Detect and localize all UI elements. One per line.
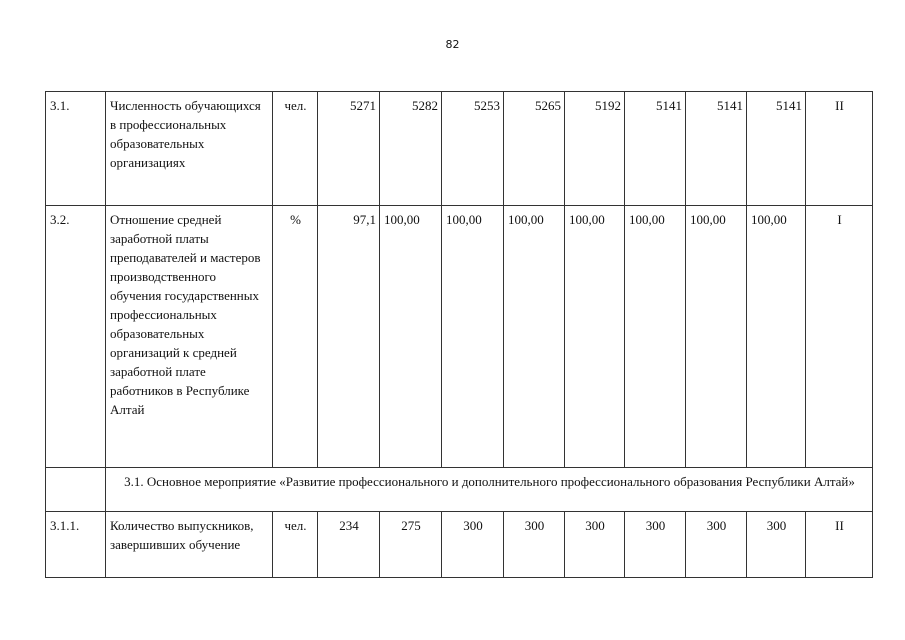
- table-row: [46, 512, 873, 578]
- row-number: 3.1.1.: [46, 512, 106, 578]
- indicator-name: Количество выпускников, завершивших обучение: [106, 512, 273, 578]
- value-cell: 100,00: [747, 206, 806, 468]
- row-number: 3.1.: [46, 92, 106, 206]
- value-cell: 275: [380, 512, 442, 578]
- row-number: 3.2.: [46, 206, 106, 468]
- section-empty-cell: [46, 468, 106, 512]
- unit-cell: %: [273, 206, 318, 468]
- value-cell: 300: [747, 512, 806, 578]
- value-cell: 100,00: [565, 206, 625, 468]
- value-cell: 5141: [747, 92, 806, 206]
- value-cell: 300: [504, 512, 565, 578]
- section-title: 3.1. Основное мероприятие «Развитие профессионального и дополнительного профессионального образования Республики Алтай»: [106, 468, 873, 512]
- page-number: 82: [445, 38, 460, 51]
- unit-cell: чел.: [273, 92, 318, 206]
- value-cell: 97,1: [318, 206, 380, 468]
- category-cell: II: [806, 92, 873, 206]
- indicator-name: Отношение средней заработной платы преподавателей и мастеров производственного обучения государственных профессиональных образовательных организаций к средней заработной плате работников в Республике Алтай: [106, 206, 273, 468]
- value-cell: 100,00: [504, 206, 565, 468]
- unit-cell: чел.: [273, 512, 318, 578]
- indicators-table: [45, 91, 873, 578]
- value-cell: 100,00: [380, 206, 442, 468]
- indicator-name: Численность обучающихся в профессиональных образовательных организациях: [106, 92, 273, 206]
- table-row: [46, 92, 873, 206]
- value-cell: 5141: [625, 92, 686, 206]
- category-cell: II: [806, 512, 873, 578]
- value-cell: 5271: [318, 92, 380, 206]
- value-cell: 300: [686, 512, 747, 578]
- value-cell: 5141: [686, 92, 747, 206]
- value-cell: 5282: [380, 92, 442, 206]
- value-cell: 5265: [504, 92, 565, 206]
- value-cell: 100,00: [625, 206, 686, 468]
- table-row: [46, 206, 873, 468]
- value-cell: 300: [625, 512, 686, 578]
- value-cell: 100,00: [442, 206, 504, 468]
- value-cell: 234: [318, 512, 380, 578]
- category-cell: I: [806, 206, 873, 468]
- value-cell: 5192: [565, 92, 625, 206]
- section-row: [46, 468, 873, 512]
- value-cell: 5253: [442, 92, 504, 206]
- value-cell: 300: [565, 512, 625, 578]
- value-cell: 100,00: [686, 206, 747, 468]
- value-cell: 300: [442, 512, 504, 578]
